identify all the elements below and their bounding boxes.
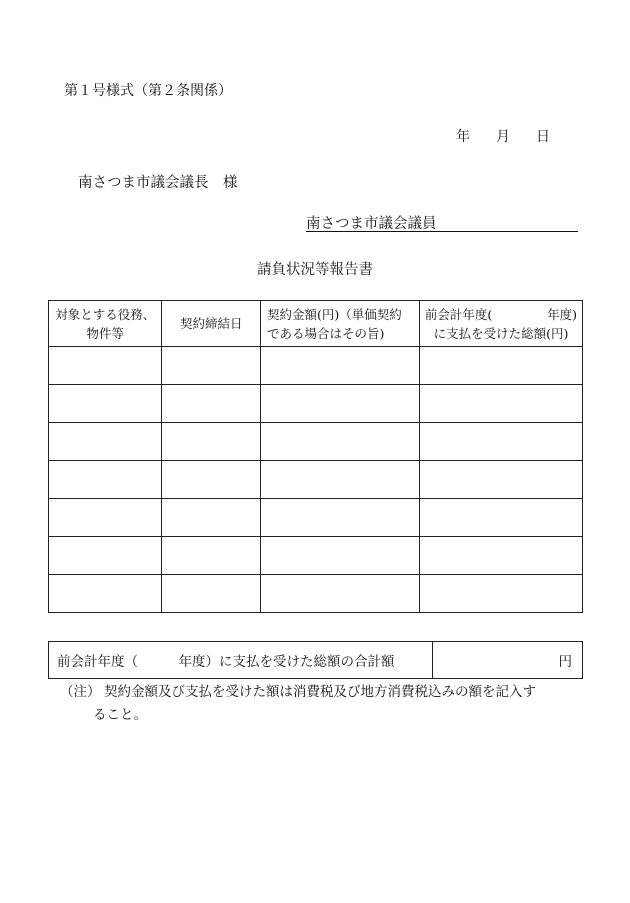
table-row	[49, 575, 583, 613]
table-cell[interactable]	[419, 461, 582, 499]
header-target: 対象とする役務、 物件等	[49, 301, 162, 347]
table-cell[interactable]	[49, 423, 162, 461]
sender-line	[306, 213, 578, 232]
date-line	[456, 126, 550, 146]
table-cell[interactable]	[419, 385, 582, 423]
table-cell[interactable]	[261, 537, 420, 575]
table-cell[interactable]	[162, 423, 261, 461]
table-cell[interactable]	[162, 385, 261, 423]
header-contract-date: 契約締結日	[162, 301, 261, 347]
table-header-row	[49, 301, 583, 347]
header-contract-amount: 契約金額(円)（単価契約 である場合はその旨)	[261, 301, 420, 347]
table-cell[interactable]	[162, 575, 261, 613]
total-table	[48, 641, 583, 679]
table-row	[49, 537, 583, 575]
table-cell[interactable]	[419, 423, 582, 461]
date-month: 月	[496, 129, 510, 145]
table-row	[49, 423, 583, 461]
form-number: 第１号様式（第２条関係）	[64, 83, 232, 99]
table-row	[49, 461, 583, 499]
header-previous-year-total: 前会計年度( 年度) に支払を受けた総額(円)	[419, 301, 582, 347]
table-cell[interactable]	[261, 347, 420, 385]
table-cell[interactable]	[162, 499, 261, 537]
footnote-line-2: ること。	[93, 707, 147, 723]
table-cell[interactable]	[49, 499, 162, 537]
total-amount-field[interactable]	[433, 642, 583, 679]
date-day: 日	[536, 129, 550, 145]
footnote	[60, 681, 570, 727]
total-label: 前会計年度（ 年度）に支払を受けた総額の合計額	[49, 642, 433, 679]
contract-table	[48, 300, 583, 613]
footnote-lead: （注）	[60, 684, 101, 700]
table-cell[interactable]	[162, 347, 261, 385]
yen-unit: 円	[558, 654, 572, 670]
table-row	[49, 499, 583, 537]
table-cell[interactable]	[261, 575, 420, 613]
table-cell[interactable]	[419, 537, 582, 575]
date-year: 年	[456, 129, 470, 145]
table-cell[interactable]	[261, 423, 420, 461]
table-cell[interactable]	[49, 385, 162, 423]
table-cell[interactable]	[261, 461, 420, 499]
total-row	[49, 642, 583, 679]
table-cell[interactable]	[49, 347, 162, 385]
table-cell[interactable]	[261, 499, 420, 537]
sender-name: 南さつま市議会議員	[306, 216, 437, 232]
table-cell[interactable]	[49, 461, 162, 499]
addressee: 南さつま市議会議長 様	[78, 175, 238, 191]
table-cell[interactable]	[419, 347, 582, 385]
table-cell[interactable]	[49, 575, 162, 613]
report-title: 請負状況等報告書	[257, 262, 373, 278]
footnote-line-1: 契約金額及び支払を受けた額は消費税及び地方消費税込みの額を記入す	[104, 684, 536, 700]
table-cell[interactable]	[261, 385, 420, 423]
table-cell[interactable]	[162, 461, 261, 499]
table-cell[interactable]	[49, 537, 162, 575]
table-cell[interactable]	[419, 575, 582, 613]
table-cell[interactable]	[419, 499, 582, 537]
table-row	[49, 347, 583, 385]
table-cell[interactable]	[162, 537, 261, 575]
table-row	[49, 385, 583, 423]
